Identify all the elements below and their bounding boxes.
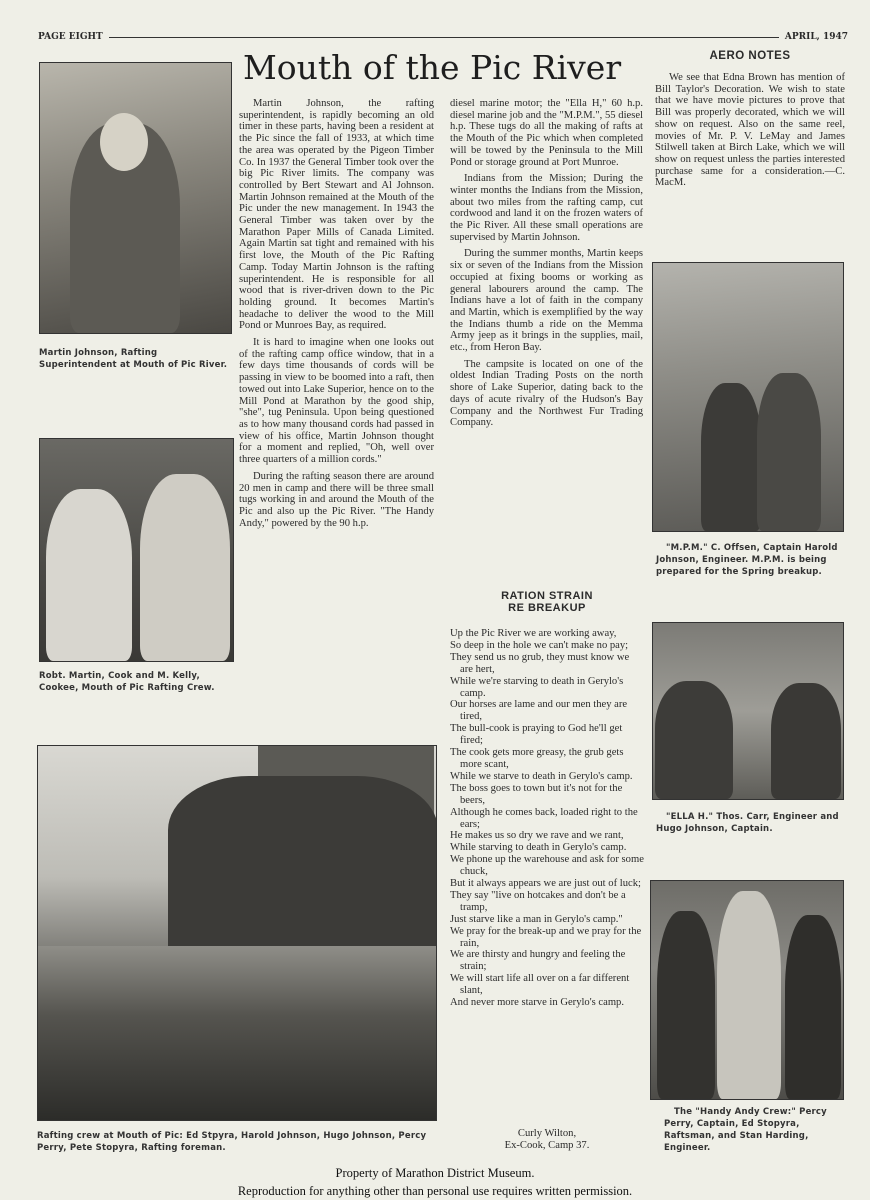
headline: Mouth of the Pic River [243, 48, 622, 87]
figure-left [657, 911, 715, 1099]
article-paragraph: It is hard to imagine when one looks out of the rafting camp office window, that in a few days time thousands of cords will be passing in view to be boomed into a raft, then towed out into Lake Superior, hence on to the Mill Pond at Marathon by the good ship, "she", tug Peninsula. Upon being questioned as to how many thousand cords had passed in view of his office, Martin Johnson thought for a moment and replied, "Oh, well over three quarters of a million cords." [239, 337, 434, 466]
photo-mpm [652, 262, 844, 532]
poem-line: While starving to death in Gerylo's camp. [450, 842, 627, 854]
poem-line: Although he comes back, loaded right to the ears; [450, 806, 638, 830]
crew-group [168, 776, 437, 956]
page-number: PAGE EIGHT [38, 32, 103, 42]
poem-line: They say "live on hotcakes and don't be a tramp, [450, 889, 626, 913]
poem-line: He makes us so dry we rave and we rant, [450, 830, 624, 842]
footer-reproduction: Reproduction for anything other than personal use requires written permission. [237, 1184, 633, 1198]
poem-title-line-1: RATION STRAIN [501, 590, 593, 602]
poem-author: Curly Wilton, [517, 1128, 577, 1139]
footer-ownership: Property of Marathon District Museum. [335, 1166, 535, 1180]
caption-cook: Robt. Martin, Cook and M. Kelly, Cookee, Mouth of Pic Rafting Crew. [39, 671, 215, 693]
poem-line: While we starve to death in Gerylo's camp. [450, 770, 633, 782]
caption-handy-andy: The "Handy Andy Crew:" Percy Perry, Captain, Ed Stopyra, Raftsman, and Stan Harding, Engineer. [664, 1107, 827, 1153]
poem-line: The bull-cook is praying to God he'll get fired; [450, 723, 623, 747]
poem-line: Up the Pic River we are working away, [450, 628, 617, 639]
poem-title-line-2: RE BREAKUP [508, 602, 586, 614]
poem-title [450, 590, 644, 614]
article-paragraph: diesel marine motor; the "Ella H," 60 h.p. diesel marine job and the "M.P.M.", 55 diesel h.p. These tugs do all the making of rafts at the Mouth of the Pic which when completed will be towed by the Peninsula to the Mill Pond or storage ground at Port Munroe. [450, 98, 643, 168]
poem-line: And never more starve in Gerylo's camp. [450, 997, 625, 1009]
poem-line: Just starve like a man in Gerylo's camp." [450, 913, 623, 925]
article-paragraph: During the summer months, Martin keeps six or seven of the Indians from the Mission occupied at fixing booms or working as general labourers around the camp. The Indians have a lot of faith in the company and Martin, which is exemplified by the way the Indians thumb a ride on the Memma Army jeep as it brings in the supplies, mail, etc., from Heron Bay. [450, 248, 643, 354]
aero-notes-title: AERO NOTES [709, 50, 791, 62]
aero-notes-column [655, 72, 845, 194]
figure-center [717, 891, 781, 1099]
running-head-rule [109, 37, 779, 38]
poem-line: The cook gets more greasy, the grub gets more scant, [450, 747, 624, 770]
caption-martin: Martin Johnson, Rafting Superintendent at Mouth of Pic River. [39, 348, 228, 370]
caption-rafting-crew: Rafting crew at Mouth of Pic: Ed Stpyra, Harold Johnson, Hugo Johnson, Percy Perry, Pete Stopyra, Rafting foreman. [37, 1131, 427, 1153]
poem-body [450, 628, 644, 1009]
figure-right [757, 373, 821, 531]
caption-ella: "ELLA H." Thos. Carr, Engineer and Hugo Johnson, Captain. [656, 812, 839, 834]
photo-martin-johnson [39, 62, 232, 334]
running-head [38, 30, 848, 44]
poem-line: So deep in the hole we can't make no pay; [450, 639, 629, 651]
aero-notes-text: We see that Edna Brown has mention of Bill Taylor's Decoration. We wish to state that we have movie pictures to prove that Bill was properly decorated, which we will show on request. Also on the same reel, movies of Mr. P. V. LeMay and James Stilwell taken at Birch Lake, which we will show on request unless the parties interested purchase same for a consideration.—C. MacM. [655, 72, 845, 189]
article-paragraph: During the rafting season there are around 20 men in camp and there will be three small tugs working in and around the Mouth of the Pic and also up the Pic River. "The Handy Andy," powered by the 90 h.p. [239, 470, 434, 529]
poem-author-title: Ex-Cook, Camp 37. [504, 1140, 590, 1151]
poem-signature [450, 1128, 644, 1152]
boat-hull [38, 946, 436, 1120]
poem-line: We will start life all over on a far different slant, [450, 973, 630, 997]
poem-line: Our horses are lame and our men they are tired, [450, 699, 628, 723]
figure-right [785, 915, 841, 1099]
article-column-2 [450, 98, 643, 434]
issue-date: APRIL, 1947 [784, 32, 848, 42]
poem-line: We pray for the break-up and we pray for the rain, [450, 925, 642, 949]
figure-left [701, 383, 761, 531]
poem-line: The boss goes to town but it's not for the beers, [450, 782, 623, 806]
article-paragraph: Martin Johnson, the rafting superintendent, is rapidly becoming an old timer in these parts, having been a resident at the Pic since the fall of 1933, at which time the area was operated by the Pigeon Timber Co. In 1937 the General Timber took over the big Pic River limits. The company was controlled by Bert Stewart and Al Johnson. Martin Johnson remained at the Mouth of the Pic under the new management. In 1943 the General Timber was taken over by the Marathon Paper Mills of Canada Limited. Again Martin sat tight and remained with his first love, the Mouth of the Pic Rafting Camp. Today Martin Johnson is the rafting superintendent. He is responsible for all wood that is river-driven down to the Pic holding ground. It becomes Martin's headache to deliver the wood to the Mill Pond or Munroes Bay, as required. [239, 98, 434, 332]
article-paragraph: Indians from the Mission; During the winter months the Indians from the Mission, about two miles from the rafting camp, cut cordwood and land it on the frozen waters of the Pic River. All these small operations are supervised by Martin Johnson. [450, 173, 643, 243]
figure-left [46, 489, 132, 661]
photo-ella-h [652, 622, 844, 800]
poem-line: While we're starving to death in Gerylo's camp. [450, 675, 624, 699]
figure-head [100, 113, 148, 171]
poem-line: They send us no grub, they must know we are hert, [450, 651, 630, 675]
photo-cook-crew [39, 438, 234, 662]
photo-rafting-crew [37, 745, 437, 1121]
poem-line: We phone up the warehouse and ask for some chuck, [450, 854, 644, 878]
caption-mpm: "M.P.M." C. Offsen, Captain Harold Johnson, Engineer. M.P.M. is being prepared for the Spring breakup. [656, 543, 838, 577]
figure-right [771, 683, 841, 799]
poem-line: We are thirsty and hungry and feeling the strain; [450, 949, 626, 973]
figure-left [655, 681, 733, 799]
article-column-1 [239, 98, 434, 534]
photo-handy-andy-crew [650, 880, 844, 1100]
poem-line: But it always appears we are just out of luck; [450, 878, 641, 890]
article-paragraph: The campsite is located on one of the oldest Indian Trading Posts on the north shore of Lake Superior, dating back to the days of acute rivalry of the Hudson's Bay Company and the Northwest Fur Trading Company. [450, 358, 643, 429]
figure-right [140, 474, 230, 661]
